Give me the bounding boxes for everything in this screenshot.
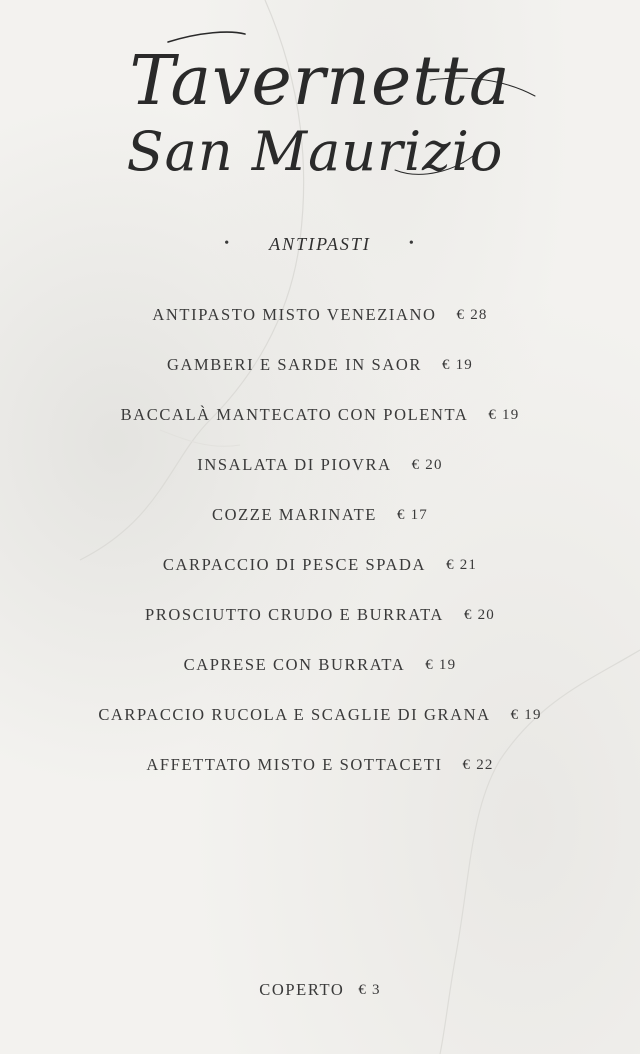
restaurant-name-line2: San Maurizio xyxy=(126,120,504,183)
menu-item-price: € 19 xyxy=(425,656,457,673)
coperto-line xyxy=(0,976,640,1004)
section-header-antipasti xyxy=(0,230,640,258)
menu-item-price: € 19 xyxy=(488,406,520,423)
menu-item-price: € 28 xyxy=(456,306,488,323)
restaurant-name-line1: Tavernetta xyxy=(129,42,511,121)
menu-item-name: BACCALÀ MANTECATO CON POLENTA xyxy=(120,405,469,424)
coperto-label: COPERTO xyxy=(259,980,345,999)
section-bullet-left: • xyxy=(224,236,232,251)
menu-item-price: € 20 xyxy=(411,456,443,473)
menu-item-name: CARPACCIO DI PESCE SPADA xyxy=(162,555,427,574)
menu-item xyxy=(0,590,640,640)
menu-item-price: € 17 xyxy=(396,506,428,523)
menu-item xyxy=(0,290,640,340)
menu-item xyxy=(0,690,640,740)
menu-item-price: € 20 xyxy=(463,606,496,623)
menu-item-name: INSALATA DI PIOVRA xyxy=(197,455,392,474)
menu-item xyxy=(0,640,640,690)
menu-item-price: € 19 xyxy=(510,706,542,723)
menu-item xyxy=(0,440,640,490)
menu-item xyxy=(0,390,640,440)
menu-item-price: € 22 xyxy=(462,756,494,773)
menu-item-price: € 21 xyxy=(446,556,478,573)
coperto-price: € 3 xyxy=(358,981,381,998)
menu-item xyxy=(0,490,640,540)
menu-item-name: ANTIPASTO MISTO VENEZIANO xyxy=(152,305,437,324)
menu-item-name: CARPACCIO RUCOLA E SCAGLIE DI GRANA xyxy=(98,705,491,724)
menu-item xyxy=(0,340,640,390)
restaurant-logo xyxy=(0,20,640,190)
menu-item-name: CAPRESE CON BURRATA xyxy=(183,655,406,674)
menu-item-name: COZZE MARINATE xyxy=(212,505,377,524)
menu-item xyxy=(0,740,640,790)
menu-item xyxy=(0,540,640,590)
section-title: ANTIPASTI xyxy=(269,233,371,254)
menu-item-name: GAMBERI E SARDE IN SAOR xyxy=(166,355,422,374)
menu-item-price: € 19 xyxy=(441,356,474,373)
section-bullet-right: • xyxy=(408,236,416,251)
antipasti-menu-list xyxy=(0,290,640,790)
menu-item-name: PROSCIUTTO CRUDO E BURRATA xyxy=(144,605,444,624)
menu-item-name: AFFETTATO MISTO E SOTTACETI xyxy=(146,755,443,774)
